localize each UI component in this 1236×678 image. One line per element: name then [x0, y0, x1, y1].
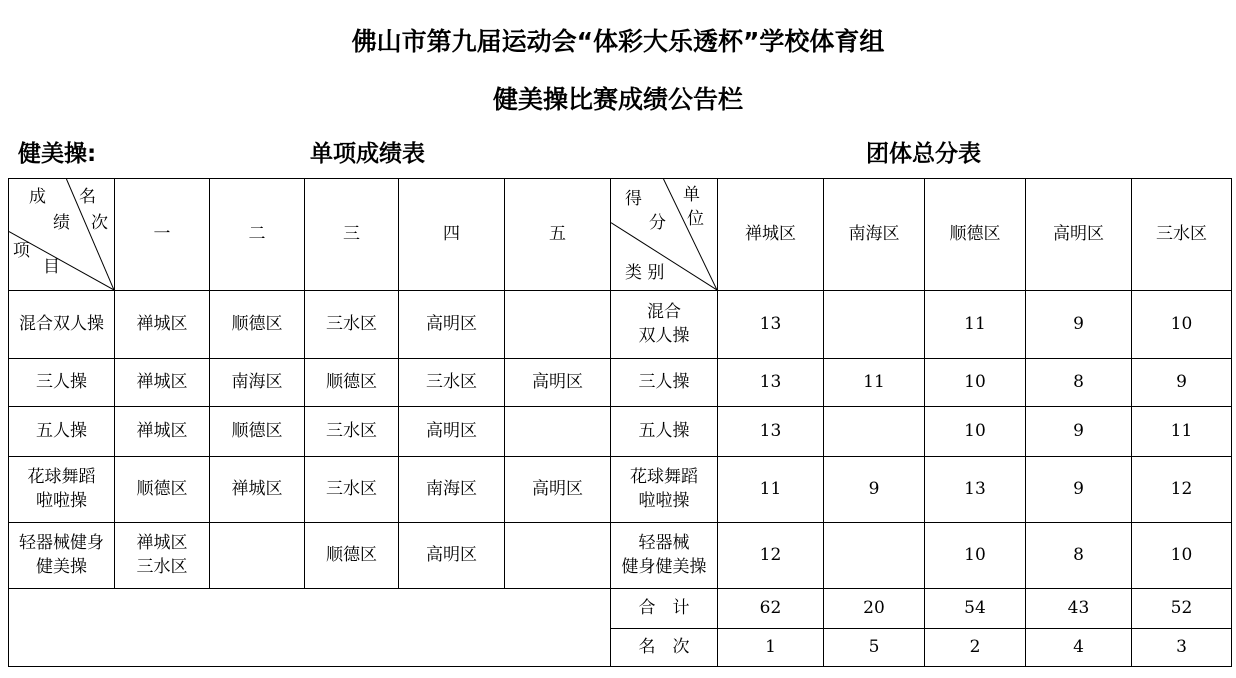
score-cell: 11 — [925, 291, 1026, 359]
place-cell — [115, 457, 210, 523]
score-cell — [824, 407, 925, 457]
place-line: 顺德区 — [326, 371, 377, 392]
place-cell — [210, 359, 305, 407]
place-cell — [210, 407, 305, 457]
place-cell — [399, 457, 505, 523]
corner-text: 类 别 — [625, 263, 665, 283]
total-value: 20 — [824, 589, 925, 629]
place-line: 高明区 — [532, 478, 583, 499]
score-cell: 12 — [718, 523, 824, 589]
score-cell: 8 — [1026, 523, 1132, 589]
place-line: 禅城区 — [136, 371, 188, 392]
score-cell: 9 — [1026, 457, 1132, 523]
place-cell — [305, 291, 399, 359]
place-line: 南海区 — [231, 371, 283, 392]
corner-text: 位 — [687, 209, 704, 229]
score-cell: 13 — [925, 457, 1026, 523]
event-name — [9, 359, 115, 407]
event-line: 五人操 — [36, 420, 87, 441]
corner-text: 成 — [29, 187, 46, 207]
ranking-label: 名 次 — [611, 629, 718, 667]
empty-merged-cell — [9, 589, 611, 667]
ranking-value: 2 — [925, 629, 1026, 667]
corner-text: 名 — [79, 187, 96, 207]
place-cell — [399, 359, 505, 407]
score-cell: 13 — [718, 407, 824, 457]
place-line: 禅城区 — [136, 313, 188, 334]
score-cell: 9 — [824, 457, 925, 523]
category-name — [611, 457, 718, 523]
place-cell — [115, 523, 210, 589]
place-cell — [210, 457, 305, 523]
place-line: 禅城区 — [136, 532, 188, 553]
event-line: 混合双人操 — [19, 313, 104, 334]
score-cell: 9 — [1026, 291, 1132, 359]
score-cell: 13 — [718, 291, 824, 359]
place-cell — [505, 457, 611, 523]
left-corner-header — [9, 179, 115, 291]
ranking-value: 4 — [1026, 629, 1132, 667]
place-line: 顺德区 — [136, 478, 188, 499]
score-cell: 10 — [1132, 523, 1232, 589]
score-cell: 9 — [1132, 359, 1232, 407]
right-corner-header — [611, 179, 718, 291]
place-cell — [399, 291, 505, 359]
ranking-value: 5 — [824, 629, 925, 667]
score-cell: 10 — [925, 359, 1026, 407]
event-line: 三人操 — [36, 371, 87, 392]
category-line: 轻器械 — [638, 532, 690, 553]
total-value: 52 — [1132, 589, 1232, 629]
category-line: 啦啦操 — [638, 490, 690, 511]
rank-header: 五 — [505, 179, 611, 291]
category-name — [611, 359, 718, 407]
place-cell — [399, 407, 505, 457]
place-line: 顺德区 — [231, 313, 283, 334]
place-cell — [399, 523, 505, 589]
place-line: 高明区 — [426, 544, 477, 565]
place-line: 三水区 — [426, 371, 477, 392]
results-table — [8, 178, 1232, 667]
ranking-value: 3 — [1132, 629, 1232, 667]
total-value: 62 — [718, 589, 824, 629]
event-name — [9, 457, 115, 523]
place-line: 顺德区 — [231, 420, 283, 441]
corner-text: 绩 — [53, 213, 70, 233]
category-name — [611, 407, 718, 457]
place-cell — [305, 457, 399, 523]
place-line: 三水区 — [326, 313, 377, 334]
table-row — [9, 291, 1232, 359]
place-cell — [115, 359, 210, 407]
place-cell — [115, 407, 210, 457]
totals-row — [9, 589, 1232, 629]
table-row — [9, 407, 1232, 457]
table-row — [9, 359, 1232, 407]
unit-header: 顺德区 — [925, 179, 1026, 291]
event-line: 健美操 — [36, 556, 87, 577]
score-cell — [824, 523, 925, 589]
score-cell: 10 — [925, 407, 1026, 457]
place-line: 高明区 — [426, 420, 477, 441]
score-cell: 8 — [1026, 359, 1132, 407]
place-line: 高明区 — [426, 313, 477, 334]
place-cell — [305, 407, 399, 457]
corner-text: 得 — [625, 189, 642, 209]
category-line: 健身健美操 — [621, 556, 707, 577]
score-cell: 11 — [824, 359, 925, 407]
place-line: 顺德区 — [326, 544, 377, 565]
place-cell — [505, 407, 611, 457]
team-scores-title: 团体总分表 — [866, 141, 981, 167]
score-cell: 13 — [718, 359, 824, 407]
header-row — [9, 179, 1232, 291]
place-line: 禅城区 — [136, 420, 188, 441]
corner-text: 分 — [649, 213, 666, 233]
table-row — [9, 523, 1232, 589]
corner-diagonal-lines — [9, 179, 114, 290]
page-subtitle: 健美操比赛成绩公告栏 — [492, 85, 743, 114]
place-line: 三水区 — [326, 478, 377, 499]
place-cell — [505, 291, 611, 359]
corner-text: 单 — [683, 185, 700, 205]
place-cell — [115, 291, 210, 359]
unit-header: 禅城区 — [718, 179, 824, 291]
individual-results-title: 单项成绩表 — [310, 141, 425, 167]
category-name — [611, 291, 718, 359]
score-cell: 11 — [718, 457, 824, 523]
section-label: 健美操: — [18, 141, 97, 167]
category-line: 双人操 — [638, 325, 690, 346]
totals-label: 合 计 — [611, 589, 718, 629]
rank-header: 四 — [399, 179, 505, 291]
place-cell — [505, 359, 611, 407]
rank-header: 三 — [305, 179, 399, 291]
place-line: 禅城区 — [231, 478, 283, 499]
place-cell — [305, 359, 399, 407]
category-line: 混合 — [647, 301, 681, 322]
page-title: 佛山市第九届运动会“体彩大乐透杯”学校体育组 — [351, 27, 885, 56]
table-row — [9, 457, 1232, 523]
event-line: 花球舞蹈 — [27, 466, 96, 487]
corner-text: 次 — [91, 213, 108, 233]
category-line: 三人操 — [638, 371, 690, 392]
event-name — [9, 291, 115, 359]
place-cell — [210, 523, 305, 589]
total-value: 43 — [1026, 589, 1132, 629]
rank-header: 二 — [210, 179, 305, 291]
score-cell: 12 — [1132, 457, 1232, 523]
place-line: 南海区 — [426, 478, 477, 499]
ranking-value: 1 — [718, 629, 824, 667]
category-line: 花球舞蹈 — [630, 466, 698, 487]
category-line: 五人操 — [638, 420, 690, 441]
corner-text: 目 — [43, 257, 60, 277]
score-cell: 10 — [1132, 291, 1232, 359]
unit-header: 南海区 — [824, 179, 925, 291]
place-line: 三水区 — [136, 556, 188, 577]
event-line: 啦啦操 — [36, 490, 87, 511]
score-cell: 10 — [925, 523, 1026, 589]
place-line: 高明区 — [532, 371, 583, 392]
score-cell: 11 — [1132, 407, 1232, 457]
place-cell — [210, 291, 305, 359]
place-cell — [305, 523, 399, 589]
unit-header: 高明区 — [1026, 179, 1132, 291]
corner-text: 项 — [13, 241, 30, 261]
total-value: 54 — [925, 589, 1026, 629]
place-cell — [505, 523, 611, 589]
rank-header: 一 — [115, 179, 210, 291]
unit-header: 三水区 — [1132, 179, 1232, 291]
place-line: 三水区 — [326, 420, 377, 441]
event-name — [9, 523, 115, 589]
score-cell: 9 — [1026, 407, 1132, 457]
event-name — [9, 407, 115, 457]
event-line: 轻器械健身 — [19, 532, 104, 553]
category-name — [611, 523, 718, 589]
score-cell — [824, 291, 925, 359]
